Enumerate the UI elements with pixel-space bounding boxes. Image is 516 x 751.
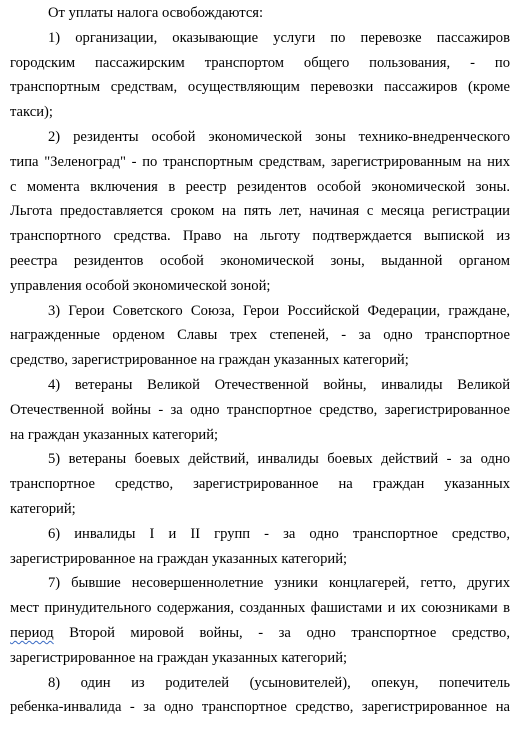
paragraph-7-line-3 xyxy=(10,621,510,646)
paragraph-4-line-2: Отечественной войны - за одно транспортное средство, зарегистрированное xyxy=(10,401,510,418)
paragraph-2-line-6: реестра резидентов особой экономической зоны, выданной органом xyxy=(10,252,510,269)
paragraph-5-line-3: категорий; xyxy=(10,500,76,517)
paragraph-7-line-3-rest: Второй мировой войны, - за одно транспортное средство, xyxy=(53,624,510,641)
paragraph-2-line-1: 2) резиденты особой экономической зоны технико-внедренческого xyxy=(48,128,510,145)
paragraph-2-line-2: типа "Зеленоград" - по транспортным средствам, зарегистрированным на них xyxy=(10,153,510,170)
paragraph-7-line-4: зарегистрированное на граждан указанных категорий; xyxy=(10,649,348,666)
paragraph-6-line-2: зарегистрированное на граждан указанных категорий; xyxy=(10,550,348,567)
paragraph-8-line-2: ребенка-инвалида - за одно транспортное средство, зарегистрированное на xyxy=(10,699,510,716)
paragraph-3-line-2: награжденные орденом Славы трех степеней, - за одно транспортное xyxy=(10,327,510,344)
paragraph-2-line-5: транспортного средства. Право на льготу подтверждается выпиской из xyxy=(10,228,510,245)
paragraph-4-line-3: на граждан указанных категорий; xyxy=(10,426,219,443)
paragraph-5-line-1: 5) ветераны боевых действий, инвалиды боевых действий - за одно xyxy=(48,451,510,468)
paragraph-7-line-1: 7) бывшие несовершеннолетние узники концлагерей, гетто, других xyxy=(48,575,510,592)
paragraph-1-line-3: транспортным средствам, осуществляющим перевозки пассажиров (кроме xyxy=(10,79,510,96)
paragraph-6-line-1: 6) инвалиды I и II групп - за одно транспортное средство, xyxy=(48,525,510,542)
document-heading: От уплаты налога освобождаются: xyxy=(48,5,264,21)
paragraph-3-line-3: средство, зарегистрированное на граждан указанных категорий; xyxy=(10,352,409,369)
paragraph-2-line-4: Льгота предоставляется сроком на пять лет, начиная с месяца регистрации xyxy=(10,203,510,220)
paragraph-2-line-3: с момента включения в реестр резидентов особой экономической зоны. xyxy=(10,178,510,195)
paragraph-8-line-1: 8) один из родителей (усыновителей), опекун, попечитель xyxy=(48,674,510,691)
paragraph-1-line-4: такси); xyxy=(10,104,53,121)
paragraph-2-line-7: управления особой экономической зоной; xyxy=(10,277,271,294)
paragraph-7-line-2: мест принудительного содержания, созданных фашистами и их союзниками в xyxy=(10,600,510,617)
paragraph-1-line-2: городским пассажирским транспортом общего пользования, - по xyxy=(10,54,510,71)
spellcheck-underlined-word: период xyxy=(10,624,54,641)
paragraph-1-line-1: 1) организации, оказывающие услуги по перевозке пассажиров xyxy=(48,29,510,46)
paragraph-5-line-2: транспортное средство, зарегистрированное на граждан указанных xyxy=(10,476,510,493)
paragraph-4-line-1: 4) ветераны Великой Отечественной войны, инвалиды Великой xyxy=(48,376,510,393)
paragraph-3-line-1: 3) Герои Советского Союза, Герои Российской Федерации, граждане, xyxy=(48,302,510,319)
